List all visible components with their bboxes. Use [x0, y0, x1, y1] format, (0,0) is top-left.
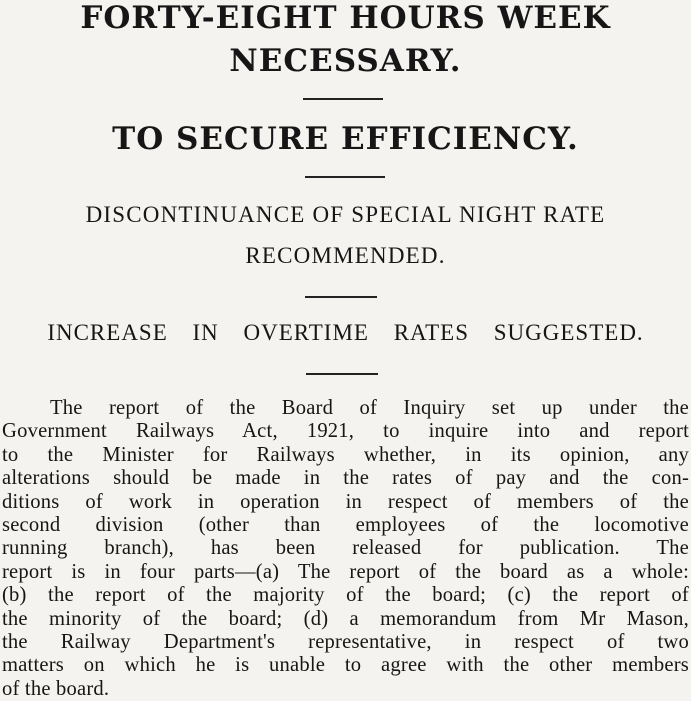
- article-line: to the Minister for Railways whether, in its opinion, any: [2, 443, 689, 466]
- article-line: Government Railways Act, 1921, to inquire into and report: [2, 420, 689, 443]
- divider-rule: [305, 176, 385, 178]
- article-line: alterations should be made in the rates of pay and the con-: [2, 467, 689, 490]
- article-line: of the board.: [2, 677, 110, 700]
- article-line: the Railway Department's representative, in respect of two: [2, 630, 689, 653]
- divider-rule: [303, 98, 383, 100]
- article-line: second division (other than employees of the locomotive: [2, 513, 689, 536]
- article-line: running branch), has been released for publication. The: [2, 537, 689, 560]
- deck-line-1: DISCONTINUANCE OF SPECIAL NIGHT RATE: [85, 202, 606, 227]
- article-line: report is in four parts—(a) The report of the board as a whole:: [2, 560, 689, 583]
- deck-2: INCREASE IN OVERTIME RATES SUGGESTED.: [47, 320, 644, 345]
- subheadline: TO SECURE EFFICIENCY.: [112, 121, 579, 157]
- deck-line-2: RECOMMENDED.: [245, 243, 446, 268]
- article-line: The report of the Board of Inquiry set up under the: [50, 397, 689, 419]
- divider-rule: [305, 296, 377, 298]
- article-line: (b) the report of the majority of the board; (c) the report of: [2, 584, 689, 607]
- article-line: matters on which he is unable to agree with the other members: [2, 654, 689, 677]
- article-line: the minority of the board; (d) a memorandum from Mr Mason,: [2, 607, 689, 630]
- divider-rule: [306, 373, 378, 375]
- article-line: ditions of work in operation in respect of members of the: [2, 490, 689, 513]
- article-body: [2, 397, 689, 701]
- headline-line-1: FORTY-EIGHT HOURS WEEK: [80, 0, 611, 36]
- headline-line-2: NECESSARY.: [229, 43, 462, 79]
